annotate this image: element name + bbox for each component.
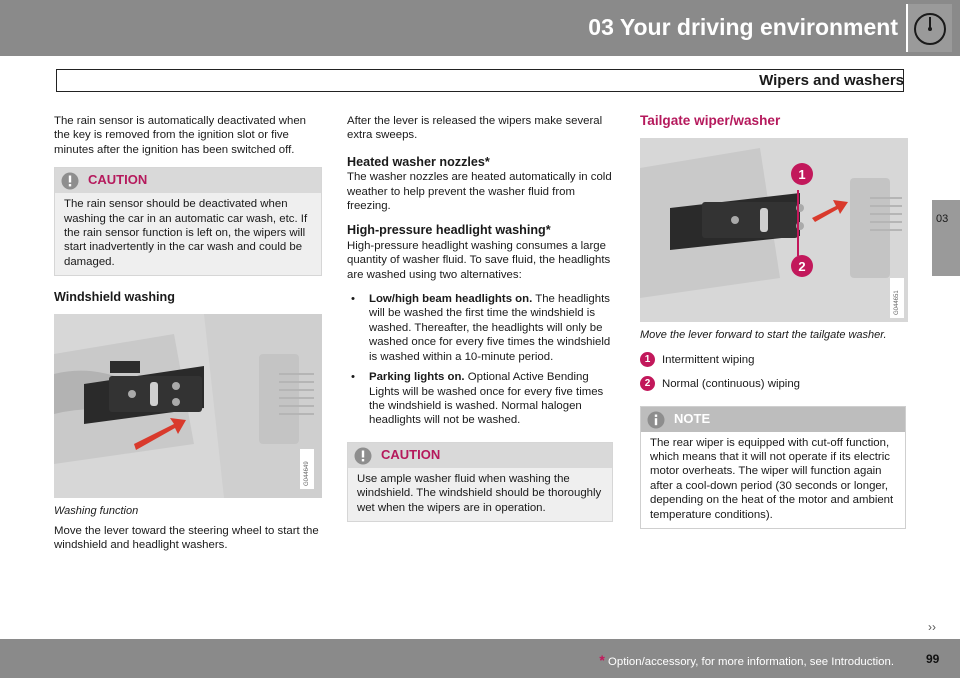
tailgate-caption: Move the lever forward to start the tailgate washer. [640,329,887,342]
washing-function-caption: Washing function [54,504,139,517]
item-text: Intermittent wiping [662,353,755,366]
caution-header [55,168,321,193]
footer-star: * [599,652,605,668]
tailgate-lever-illustration [640,138,908,322]
high-pressure-heading: High-pressure headlight washing* [347,223,551,238]
callout-label: 2 [798,259,806,275]
number-badge: 2 [640,376,655,391]
caution-title: CAUTION [381,446,441,462]
washing-function-image [54,314,322,498]
section-title: Wipers and washers [759,72,904,89]
caution-box [347,442,613,522]
column-3 [640,114,906,529]
heated-nozzles-heading: Heated washer nozzles* [347,154,490,169]
tailgate-heading: Tailgate wiper/washer [640,113,781,128]
callout-label: 1 [798,167,806,183]
exclamation-warning-icon [61,172,79,190]
heated-nozzles-text: The washer nozzles are heated automatically in cold weather to help prevent the washer fluid from freezing. [347,171,612,213]
note-title: NOTE [674,410,711,426]
note-body: The rear wiper is equipped with cut-off function, which means that it will not operate if its electric motor overheats. The wiper will function again after a cool-down period (30 seconds or longer, depending on the heat of the motor and ambient temperature conditions). [650,436,894,521]
gauge-box [906,4,952,52]
bullet-icon: • [351,293,355,306]
list-item: • Low/high beam headlights on. The headlights will be washed the first time the windshield is washed. Thereafter, the headlights will only be washed once for every five times the windshield is washed within a 10-minute period. [351,293,611,363]
caution-box [54,167,322,276]
exclamation-warning-icon [354,447,372,465]
caution-body: Use ample washer fluid when washing the windshield. The windshield should be thoroughly wet when the wipers are in operation. [357,472,602,514]
caution-body: The rain sensor should be deactivated when washing the car in an automatic car wash, etc. If the rain sensor function is left on, the wipers will start inadvertently in the car wash and could be damaged. [64,198,308,268]
bullet-icon: • [351,371,355,384]
footer-note [599,652,894,668]
headlight-wash-list [347,292,613,428]
page-number: 99 [926,652,940,666]
chapter-title: 03 Your driving environment [588,14,898,40]
footer-note-text: Option/accessory, for more information, see Introduction. [608,656,894,668]
chapter-side-tab-label: 03 [936,213,949,225]
caution-title: CAUTION [88,172,148,188]
windshield-washing-heading: Windshield washing [54,290,175,305]
caution-header [348,443,612,468]
note-header [641,407,905,432]
image-code: G044651 [894,290,900,316]
tailgate-lever-image [640,138,908,322]
extra-sweeps-text: After the lever is released the wipers make several extra sweeps. [347,115,603,142]
speedometer-gauge-icon [908,4,952,52]
lever-illustration [54,314,322,498]
note-box [640,406,906,529]
list-item: • Parking lights on. Optional Active Bending Lights will be washed once for every five times the windshield is washed. Normal halogen headlights will not be washed. [351,371,604,427]
column-2 [347,114,613,536]
list-item [640,377,906,391]
list-item [640,353,906,367]
chapter-side-tab [932,200,960,276]
column-1 [54,114,322,563]
image-code: G044649 [304,460,310,486]
number-badge: 1 [640,352,655,367]
windshield-washing-text: Move the lever toward the steering wheel to start the windshield and headlight washers. [54,525,319,552]
rain-sensor-intro: The rain sensor is automatically deactivated when the key is removed from the ignition slot or five minutes after the ignition has been switched off. [54,115,306,156]
continue-arrow-icon: ›› [928,620,936,634]
item-text: Normal (continuous) wiping [662,378,801,391]
high-pressure-text: High-pressure headlight washing consumes a large quantity of washer fluid. To save fluid, the headlights are washed using two alternatives: [347,239,611,281]
information-icon [647,411,665,429]
